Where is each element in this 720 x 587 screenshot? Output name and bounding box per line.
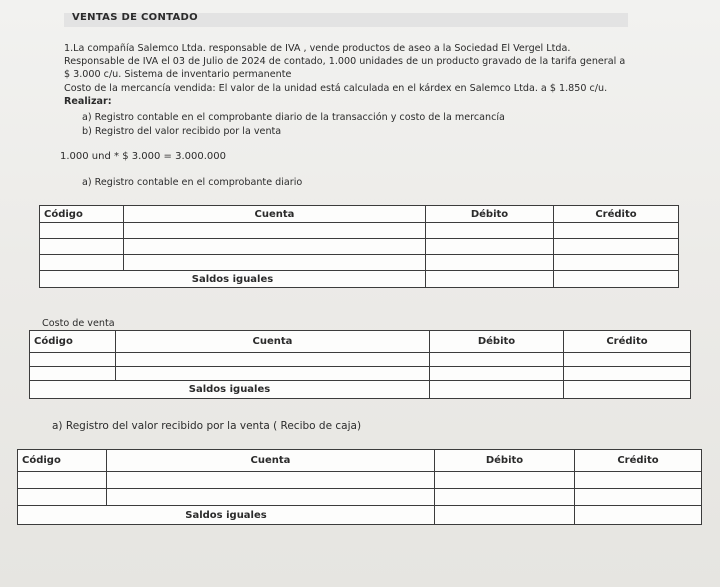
totals-label: Saldos iguales (18, 506, 435, 525)
header-debito: Débito (426, 206, 554, 223)
credito-cell[interactable] (554, 239, 679, 255)
codigo-cell[interactable] (40, 223, 124, 239)
cuenta-cell[interactable] (124, 255, 426, 271)
totals-label: Saldos iguales (30, 381, 430, 399)
header-credito: Crédito (564, 331, 691, 353)
cuenta-cell[interactable] (116, 353, 430, 367)
header-codigo: Código (18, 450, 107, 472)
header-codigo: Código (30, 331, 116, 353)
header-codigo: Código (40, 206, 124, 223)
credito-total-cell[interactable] (564, 381, 691, 399)
cuenta-cell[interactable] (107, 489, 435, 506)
tasks-heading: Realizar: (64, 96, 112, 107)
cuenta-cell[interactable] (124, 223, 426, 239)
header-credito: Crédito (554, 206, 679, 223)
codigo-cell[interactable] (40, 239, 124, 255)
credito-cell[interactable] (575, 472, 702, 489)
statement-line-4: Costo de la mercancía vendida: El valor de la unidad está calculada en el kárdex en Salemco Ltda. a $ 1.850 c/u. (64, 83, 608, 94)
codigo-cell[interactable] (40, 255, 124, 271)
statement-line-1: 1.La compañía Salemco Ltda. responsable de IVA , vende productos de aseo a la Sociedad El Vergel Ltda. (64, 43, 571, 54)
cuenta-cell[interactable] (107, 472, 435, 489)
header-cuenta: Cuenta (107, 450, 435, 472)
debito-cell[interactable] (435, 489, 575, 506)
codigo-cell[interactable] (18, 489, 107, 506)
section-label-journal: a) Registro contable en el comprobante diario (82, 177, 303, 188)
table-header-row (30, 331, 691, 353)
table-header-row (40, 206, 679, 223)
debito-cell[interactable] (426, 255, 554, 271)
calculation-line: 1.000 und * $ 3.000 = 3.000.000 (60, 151, 226, 162)
task-item-a: a) Registro contable en el comprobante diario de la transacción y costo de la mercancía (82, 112, 505, 123)
totals-row (30, 381, 691, 399)
credito-total-cell[interactable] (575, 506, 702, 525)
cash-receipt-table (17, 449, 702, 525)
credito-cell[interactable] (575, 489, 702, 506)
cuenta-cell[interactable] (124, 239, 426, 255)
statement-line-2: Responsable de IVA el 03 de Julio de 2024 de contado, 1.000 unidades de un producto gravado de la tarifa general a (64, 56, 626, 67)
codigo-cell[interactable] (18, 472, 107, 489)
section-label-cost: Costo de venta (42, 318, 115, 329)
header-credito: Crédito (575, 450, 702, 472)
debito-total-cell[interactable] (435, 506, 575, 525)
table-row (30, 353, 691, 367)
table-header-row (18, 450, 702, 472)
header-cuenta: Cuenta (124, 206, 426, 223)
table-row (18, 489, 702, 506)
credito-cell[interactable] (554, 255, 679, 271)
task-item-b: b) Registro del valor recibido por la venta (82, 126, 282, 137)
table-row (40, 223, 679, 239)
table-row (40, 255, 679, 271)
debito-cell[interactable] (426, 223, 554, 239)
debito-total-cell[interactable] (430, 381, 564, 399)
cuenta-cell[interactable] (116, 367, 430, 381)
debito-cell[interactable] (430, 353, 564, 367)
debito-cell[interactable] (430, 367, 564, 381)
credito-cell[interactable] (564, 367, 691, 381)
totals-label: Saldos iguales (40, 271, 426, 288)
codigo-cell[interactable] (30, 353, 116, 367)
debito-cell[interactable] (426, 239, 554, 255)
credito-cell[interactable] (554, 223, 679, 239)
header-cuenta: Cuenta (116, 331, 430, 353)
table-row (30, 367, 691, 381)
table-row (40, 239, 679, 255)
codigo-cell[interactable] (30, 367, 116, 381)
totals-row (18, 506, 702, 525)
journal-entry-table (39, 205, 679, 288)
totals-row (40, 271, 679, 288)
cost-of-sales-table (29, 330, 691, 399)
credito-cell[interactable] (564, 353, 691, 367)
debito-total-cell[interactable] (426, 271, 554, 288)
page-title: VENTAS DE CONTADO (72, 12, 198, 23)
table-row (18, 472, 702, 489)
header-debito: Débito (430, 331, 564, 353)
debito-cell[interactable] (435, 472, 575, 489)
header-debito: Débito (435, 450, 575, 472)
section-label-receipt: a) Registro del valor recibido por la venta ( Recibo de caja) (52, 420, 362, 432)
credito-total-cell[interactable] (554, 271, 679, 288)
statement-line-3: $ 3.000 c/u. Sistema de inventario permanente (64, 69, 292, 80)
